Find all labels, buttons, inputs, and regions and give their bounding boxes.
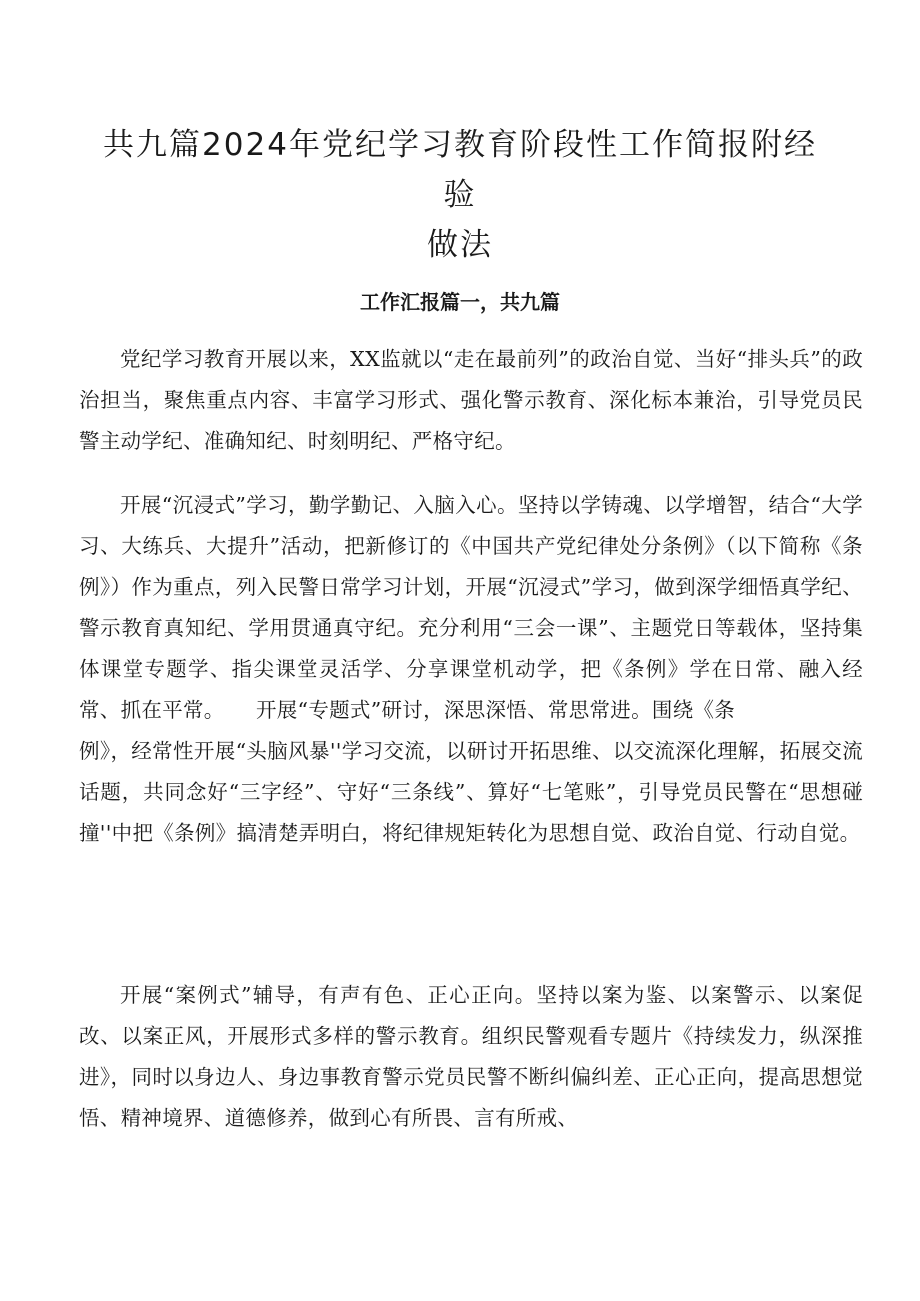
paragraph-study-part1: 开展“沉浸式”学习，勤学勤记、入脑入心。坚持以学铸魂、以学增智，结合“大学习、大练兵、大提升”活动，把新修订的《中国共产党纪律处分条例》（以下简称《条例》）作为重点，列入民警日常学习计划，开展“沉浸式”学习，做到深学细悟真学纪、警示教育真知纪、学用贯通真守纪。充分利用“三会一课”、主题党日等载体，坚持集体课堂专题学、指尖课堂灵活学、分享课堂机动学，把《条例》学在日常、融入经常、抓在平常。 开展“专题式”研讨，深思深悟、常思常进。围绕《条 xyxy=(79,493,863,722)
document-title xyxy=(90,120,830,270)
paragraph-study xyxy=(79,485,863,854)
paragraph-intro: 党纪学习教育开展以来，XX监就以“走在最前列”的政治自觉、当好“排头兵”的政治担当，聚焦重点内容、丰富学习形式、强化警示教育、深化标本兼治，引导党员民警主动学纪、准确知纪、时刻明纪、严格守纪。 xyxy=(79,347,863,453)
paragraph-study-part2: 例》，经常性开展“头脑风暴''学习交流，以研讨开拓思维、以交流深化理解，拓展交流话题，共同念好“三字经”、守好“三条线”、算好“七笔账”，引导党员民警在“思想碰撞''中把《条例》搞清楚弄明白，将纪律规矩转化为思想自觉、政治自觉、行动自觉。 xyxy=(79,739,863,845)
paragraph-case-education: 开展“案例式”辅导，有声有色、正心正向。坚持以案为鉴、以案警示、以案促改、以案正风，开展形式多样的警示教育。组织民警观看专题片《持续发力，纵深推进》，同时以身边人、身边事教育警示党员民警不断纠偏纠差、正心正向，提高思想觉悟、精神境界、道德修养，做到心有所畏、言有所戒、 xyxy=(79,983,863,1130)
document-title-line2: 做法 xyxy=(427,227,493,263)
document-title-line1: 共九篇2024年党纪学习教育阶段性工作简报附经验 xyxy=(103,127,817,213)
section-heading: 工作汇报篇一，共九篇 xyxy=(360,290,560,314)
